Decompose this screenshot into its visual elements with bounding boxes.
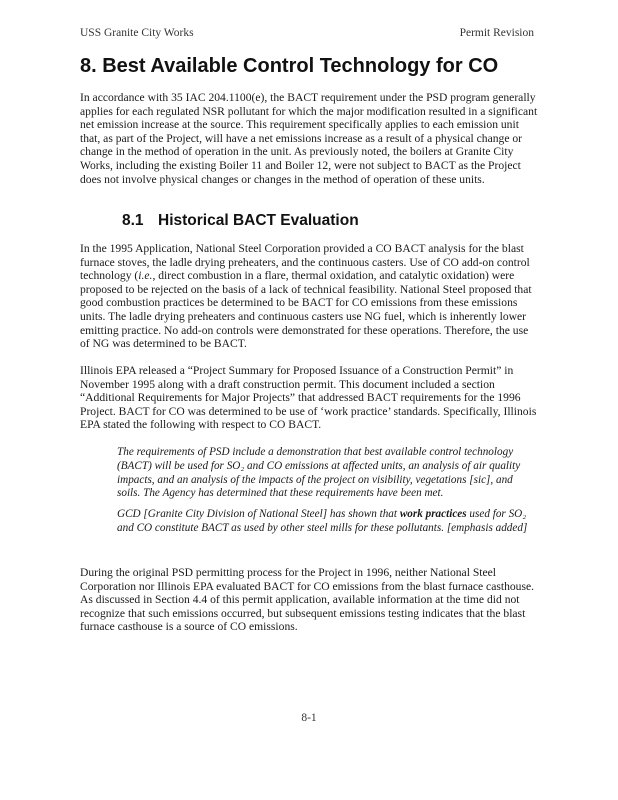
para1-after: , direct combustion in a flare, thermal oxidation, and catalytic oxidation) were proposed to be rejected on the basis of a lack of technical feasibility. National Steel proposed that good combustion practices be determined to be BACT for CO emissions from these emissions units. The ladle drying preheaters and continuous casters use NG fuel, which is inherently lower emitting practice. No add-on controls were demonstrated for these operations. Therefore, the use of NG was determined to be BACT. — [80, 269, 532, 351]
intro-paragraph: In accordance with 35 IAC 204.1100(e), the BACT requirement under the PSD program generally applies for each regulated NSR pollutant for which the major modification resulted in a significant net emission increase at the source. This requirement specifically applies to each emission unit that, as part of the Project, will have a net emissions increase as a result of a physical change or change in the method of operation in the unit. As previously noted, the boilers at Granite City Works, including the existing Boiler 11 and Boiler 12, were not subject to BACT as the Project does not involve physical changes or changes in the method of operation of these units. — [80, 91, 538, 186]
quote2-before: GCD [Granite City Division of National Steel] has shown that — [117, 508, 400, 520]
quote-block-2 — [117, 508, 537, 536]
section-title: 8. Best Available Control Technology for CO — [80, 55, 499, 77]
subsection-heading — [122, 212, 359, 230]
subsection-title: Historical BACT Evaluation — [158, 212, 359, 229]
header-left-text: USS Granite City Works — [80, 27, 194, 39]
para1-ie: i.e. — [138, 269, 153, 283]
history-paragraph-2: Illinois EPA released a “Project Summary for Proposed Issuance of a Construction Permit” in November 1995 along with a draft construction permit. This document included a section “Additional Requirements for Major Projects” that addressed BACT requirements for the 1996 Project. BACT for CO was determined to be use of ‘work practice’ standards. Specifically, Illinois EPA stated the following with respect to CO BACT. — [80, 364, 537, 432]
subsection-number: 8.1 — [122, 212, 144, 229]
page-header — [80, 27, 534, 39]
page-number: 8-1 — [301, 712, 317, 724]
page-footer — [0, 712, 618, 724]
history-paragraph-1 — [80, 242, 540, 351]
quote2-after: used for SO₂ and CO constitute BACT as used by other steel mills for these pollutants. [emphasis added] — [117, 508, 528, 534]
quote2-emphasis: work practices — [399, 508, 467, 520]
header-right-text: Permit Revision — [459, 27, 534, 39]
history-paragraph-3: During the original PSD permitting process for the Project in 1996, neither National Steel Corporation nor Illinois EPA evaluated BACT for CO emissions from the blast furnace casthouse. As discussed in Section 4.4 of this permit application, available information at the time did not recognize that such emissions occurred, but subsequent emissions testing indicates that the blast furnace casthouse is a source of CO emissions. — [80, 566, 535, 634]
quote-block-1: The requirements of PSD include a demonstration that best available control technology (BACT) will be used for SO₂ and CO emissions at affected units, an analysis of air quality impacts, and an analysis of the impacts of the project on visibility, vegetations [sic], and soils. The Agency has determined that these requirements have been met. — [117, 446, 521, 500]
para1-before: In the 1995 Application, National Steel Corporation provided a CO BACT analysis for the blast furnace stoves, the ladle drying preheaters, and the continuous casters. Use of CO add-on control technology ( — [80, 242, 530, 283]
